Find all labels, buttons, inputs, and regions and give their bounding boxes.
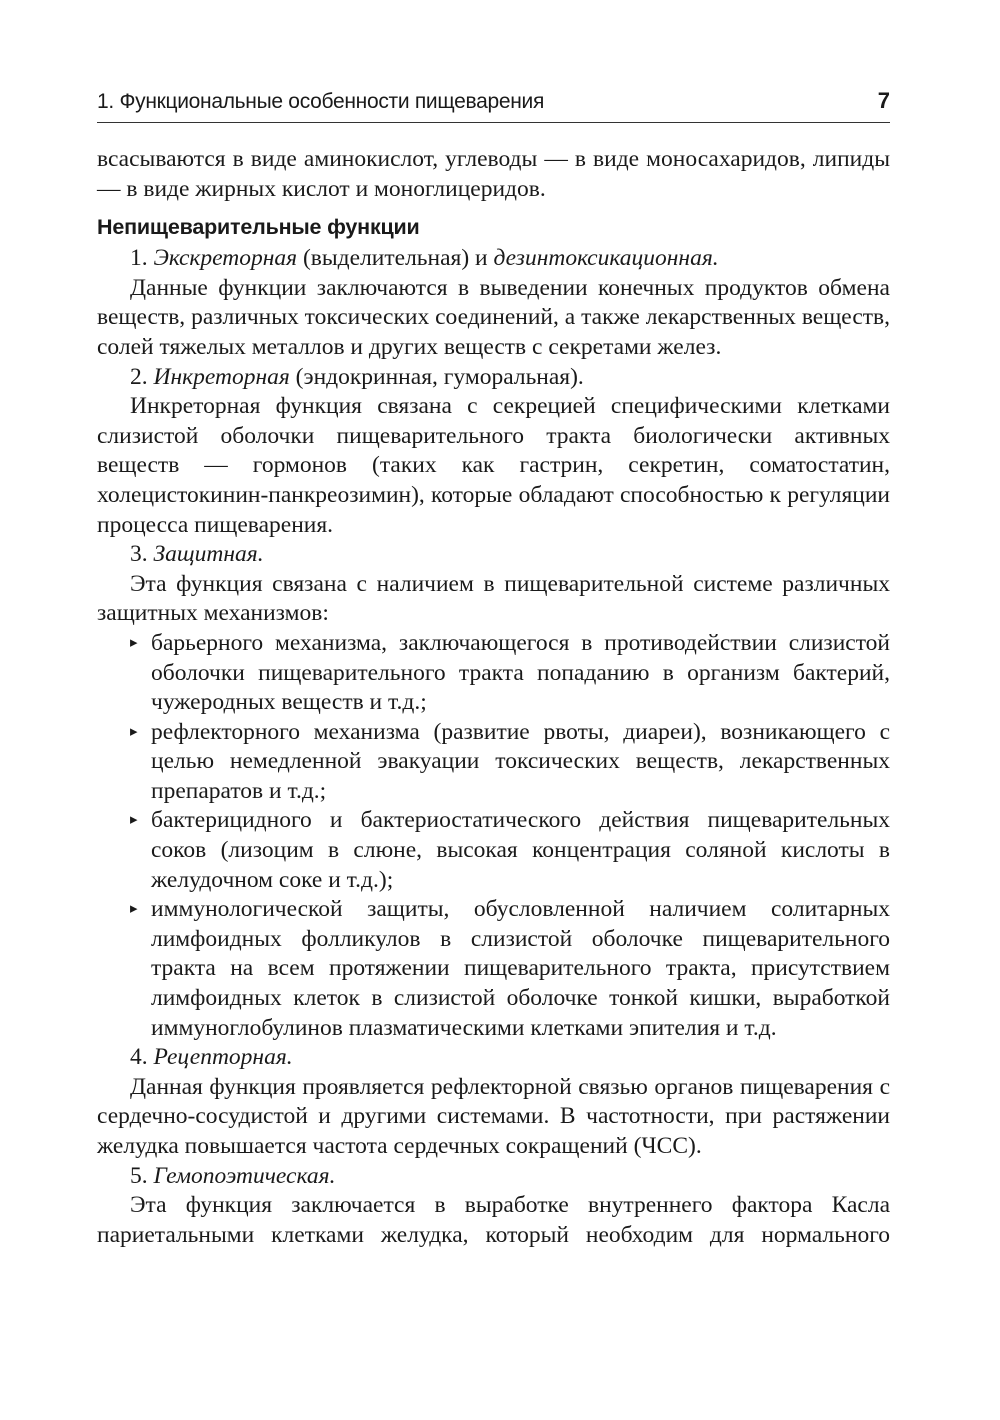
list-item: ▸ рефлекторного механизма (развитие рвоты, диареи), возникающего с целью немедленной эвакуации токсических веществ, лекарственных препаратов и т.д.; <box>130 718 890 804</box>
running-head <box>97 88 890 123</box>
bullet-icon: ▸ <box>130 634 138 651</box>
function-name: Рецепторная <box>153 1044 287 1071</box>
function-item-2 <box>97 363 890 393</box>
paragraph-excretory: Данные функции заключаются в выведении конечных продуктов обмена веществ, различных токсических соединений, а также лекарственных веществ, солей тяжелых металлов и других веществ с секретами желез. <box>97 274 890 360</box>
bullet-icon: ▸ <box>130 901 138 918</box>
paragraph-incretory: Инкреторная функция связана с секрецией специфическими клетками слизистой оболочки пищеварительного тракта биологически активных веществ — гормонов (таких как гастрин, секретин, соматостатин, холецистокинин-панкреозимин), которые обладают способностью к регуляции процесса пищеварения. <box>97 393 890 538</box>
list-item: ▸ бактерицидного и бактериостатического действия пищеварительных соков (лизоцим в слюне, высокая концентрация соляной кислоты в желудочном соке и т.д.); <box>130 807 890 893</box>
paragraph-protective: Эта функция связана с наличием в пищеварительной системе различных защитных механизмов: <box>97 570 890 627</box>
protective-mechanisms-list <box>97 629 890 1043</box>
item-number: 5. <box>130 1162 148 1189</box>
function-item-1: 1. Экскреторная (выделительная) и дезинтоксикационная. <box>130 245 719 272</box>
item-number: 1. <box>130 245 148 272</box>
section-heading: Непищеварительные функции <box>97 215 420 240</box>
paragraph-receptor: Данная функция проявляется рефлекторной связью органов пищеварения с сердечно-сосудистой и другими системами. В частотности, при растяжении желудка повышается частота сердечных сокращений (ЧСС). <box>97 1073 890 1159</box>
item-number: 3. <box>130 541 148 568</box>
function-note: (выделительная) и <box>302 245 488 272</box>
list-item: ▸ иммунологической защиты, обусловленной наличием солитарных лимфоидных фолликулов в слизистой оболочке пищеварительного тракта на всем протяжении пищеварительного тракта, присутствием лимфоидных клеток в слизистой оболочке тонкой кишки, выработкой иммуноглобулинов плазматическими клетками эпителия и т.д. <box>130 896 890 1041</box>
function-name: Инкреторная <box>153 363 290 390</box>
chapter-title: 1. Функциональные особенности пищеварения <box>97 90 545 113</box>
item-number: 2. <box>130 363 148 390</box>
function-name: Защитная <box>153 541 258 568</box>
function-item-5: 5. Гемопоэтическая. <box>130 1162 336 1189</box>
function-item-4: 4. Рецепторная. <box>130 1044 293 1071</box>
list-item: ▸ барьерного механизма, заключающегося в противодействии слизистой оболочки пищеварительного тракта попаданию в организм бактерий, чужеродных веществ и т.д.; <box>130 629 890 716</box>
function-name: Гемопоэтическая <box>153 1162 330 1189</box>
bullet-icon: ▸ <box>130 723 138 740</box>
item-number: 4. <box>130 1044 148 1071</box>
function-note: (эндокринная, гуморальная). <box>295 363 584 390</box>
function-name: Экскреторная <box>153 245 298 272</box>
function-name-secondary: дезинтоксикационная <box>493 245 713 272</box>
paragraph-continuation: всасываются в виде аминокислот, углеводы — в виде моносахаридов, липиды — в виде жирных кислот и моноглицеридов. <box>97 146 890 202</box>
page-body <box>97 145 890 1250</box>
bullet-icon: ▸ <box>130 812 138 829</box>
paragraph-hemopoietic: Эта функция заключается в выработке внутреннего фактора Касла париетальными клетками желудка, который необходим для нормального <box>97 1192 890 1248</box>
function-item-3: 3. Защитная. <box>130 541 264 568</box>
page-number: 7 <box>877 88 890 113</box>
